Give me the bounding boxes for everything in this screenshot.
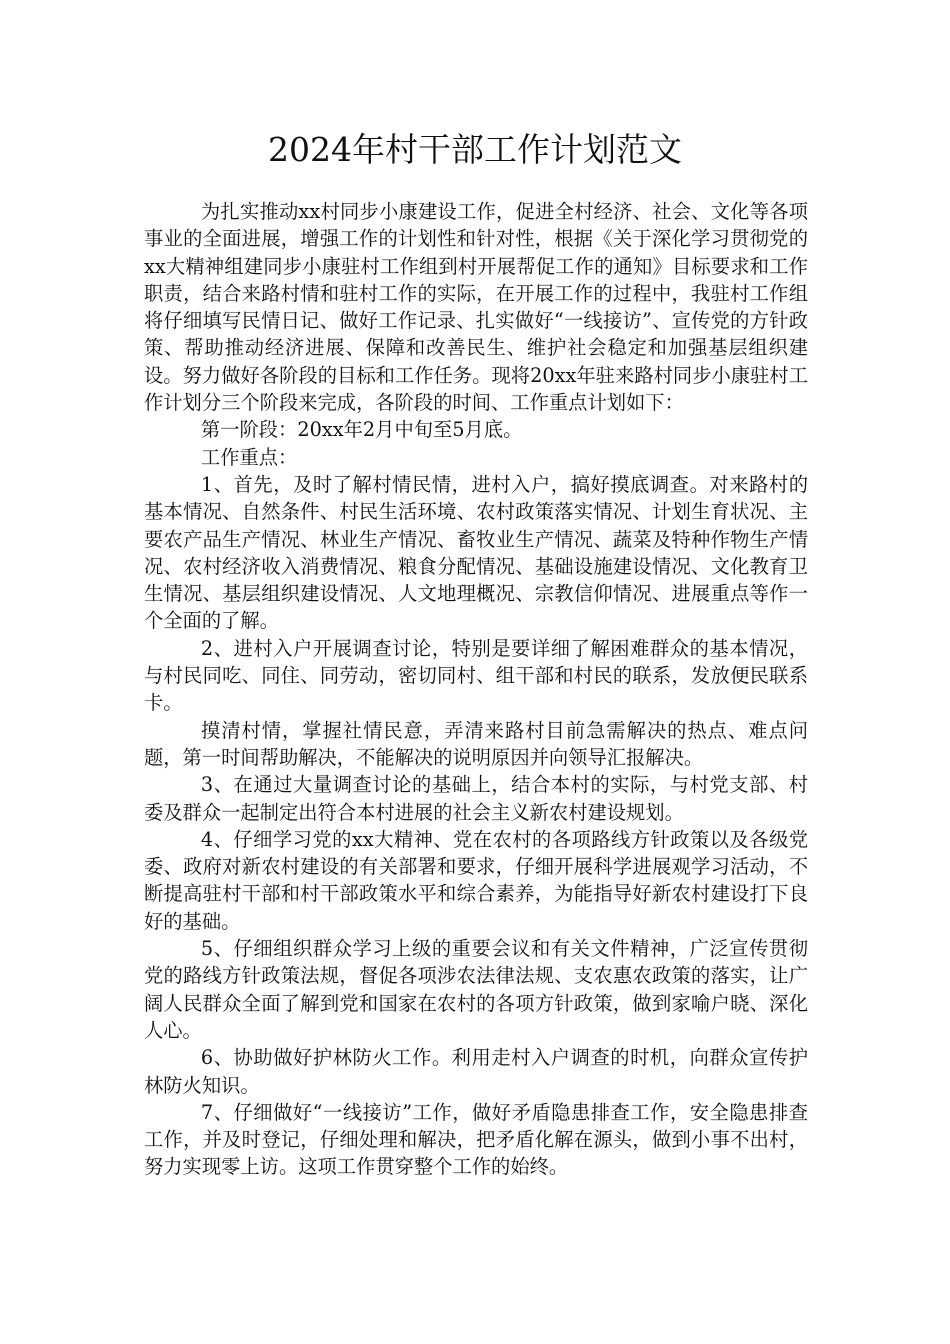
paragraph-item-6: 6、协助做好护林防火工作。利用走村入户调查的时机，向群众宣传护林防火知识。	[144, 1046, 808, 1097]
paragraph-item-1: 1、首先，及时了解村情民情，进村入户，搞好摸底调查。对来路村的基本情况、自然条件、村民生活环境、农村政策落实情况、计划生育状况、主要农产品生产情况、林业生产情况、畜牧业生产情况、蔬菜及特种作物生产情况、农村经济收入消费情况、粮食分配情况、基础设施建设情况、文化教育卫生情况、基层组织建设情况、人文地理概况、宗教信仰情况、进展重点等作一个全面的了解。	[144, 472, 808, 633]
paragraph-item-3: 3、在通过大量调查讨论的基础上，结合本村的实际，与村党支部、村委及群众一起制定出符合本村进展的社会主义新农村建设规划。	[144, 773, 808, 824]
paragraph-focus-heading: 工作重点：	[200, 445, 298, 469]
document-body	[144, 198, 808, 1181]
paragraph-item-7: 7、仔细做好“一线接访”工作，做好矛盾隐患排查工作，安全隐患排查工作，并及时登记，仔细处理和解决，把矛盾化解在源头，做到小事不出村，努力实现零上访。这项工作贯穿整个工作的始终。	[144, 1100, 808, 1179]
paragraph-item-2-cont: 摸清村情，掌握社情民意，弄清来路村目前急需解决的热点、难点问题，第一时间帮助解决，不能解决的说明原因并向领导汇报解决。	[144, 718, 808, 769]
paragraph-phase-one: 第一阶段：20xx年2月中旬至5月底。	[200, 418, 523, 442]
document-title: 2024年村干部工作计划范文	[268, 130, 682, 169]
paragraph-item-5: 5、仔细组织群众学习上级的重要会议和有关文件精神，广泛宣传贯彻党的路线方针政策法规，督促各项涉农法律法规、支农惠农政策的落实，让广阔人民群众全面了解到党和国家在农村的各项方针政策，做到家喻户晓、深化人心。	[144, 937, 808, 1042]
paragraph-item-2: 2、进村入户开展调查讨论，特别是要详细了解困难群众的基本情况，与村民同吃、同住、同劳动，密切同村、组干部和村民的联系，发放便民联系卡。	[144, 636, 808, 715]
paragraph-item-4: 4、仔细学习党的xx大精神、党在农村的各项路线方针政策以及各级党委、政府对新农村建设的有关部署和要求，仔细开展科学进展观学习活动，不断提高驻村干部和村干部政策水平和综合素养，为能指导好新农村建设打下良好的基础。	[144, 827, 808, 933]
paragraph-intro: 为扎实推动xx村同步小康建设工作，促进全村经济、社会、文化等各项事业的全面进展，增强工作的计划性和针对性，根据《关于深化学习贯彻党的xx大精神组建同步小康驻村工作组到村开展帮促工作的通知》目标要求和工作职责，结合来路村情和驻村工作的实际，在开展工作的过程中，我驻村工作组将仔细填写民情日记、做好工作记录、扎实做好“一线接访”、宣传党的方针政策、帮助推动经济进展、保障和改善民生、维护社会稳定和加强基层组织建设。努力做好各阶段的目标和工作任务。现将20xx年驻来路村同步小康驻村工作计划分三个阶段来完成，各阶段的时间、工作重点计划如下：	[144, 200, 808, 415]
